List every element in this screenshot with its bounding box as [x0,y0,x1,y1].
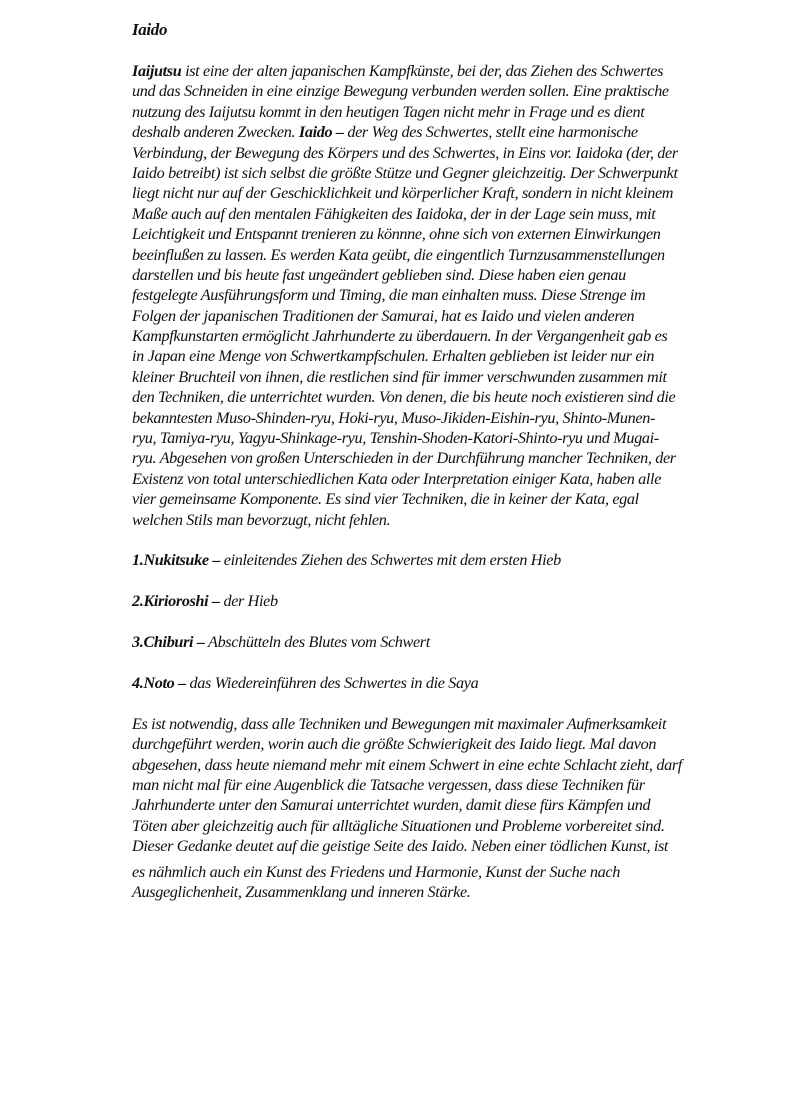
text-line: Ausgeglichenheit, Zusammenklang und inneren Stärke. [132,883,471,902]
technique-item [132,632,732,652]
text-line: Leichtigkeit und Entspannt trenieren zu könnne, ohne sich von externen Einwirkungen [132,225,661,244]
text-line: Folgen der japanischen Traditionen der Samurai, hat es Iaido und vielen anderen [132,306,635,325]
text-line: welchen Stils man bevorzugt, nicht fehlen. [132,510,391,529]
text-line: liegt nicht nur auf der Geschicklichkeit und körperlicher Kraft, sondern in nicht kleinem [132,184,674,203]
text-line: beeinflußen zu lassen. Es werden Kata geübt, die eingentlich Turnzusammenstellungen [132,245,665,264]
text-span: deshalb anderen Zwecken. [132,123,299,142]
text-line [132,61,732,81]
text-line: Verbindung, der Bewegung des Körpers und des Schwertes, in Eins vor. Iaidoka (der, der [132,143,678,162]
term-iaido: Iaido – [298,123,344,142]
text-line: in Japan eine Menge von Schwertkampfschulen. Erhalten geblieben ist leider nur ein [132,347,655,366]
text-line: festgelegte Ausführungsform und Timing, die man einhalten muss. Diese Strenge im [132,286,646,305]
text-line: Dieser Gedanke deutet auf die geistige Seite des Iaido. Neben einer tödlichen Kunst, ist [132,837,669,856]
text-line: man nicht mal für eine Augenblick die Tatsache vergessen, dass diese Techniken für [132,776,645,795]
term-iaijutsu: Iaijutsu [132,62,182,80]
paragraph-closing [132,862,732,903]
text-line: abgesehen, dass heute niemand mehr mit einem Schwert in eine echte Schlacht zieht, darf [132,755,682,774]
technique-item [132,550,732,570]
technique-term: 1.Nukitsuke – [132,550,221,569]
text-line: Jahrhunderte unter den Samurai unterrichtet wurden, damit diese fürs Kämpfen und [132,796,651,815]
text-span: der Weg des Schwertes, stellt eine harmonische [343,123,638,142]
technique-description: einleitendes Ziehen des Schwertes mit dem ersten Hieb [220,550,561,569]
document-body [132,19,732,902]
text-line: durchgeführt werden, worin auch die größte Schwierigkeit des Iaido liegt. Mal davon [132,735,657,754]
text-line: Maße auch auf den mentalen Fähigkeiten des Iaidoka, der in der Lage sein muss, mit [132,204,656,223]
text-line [132,122,732,142]
technique-description: Abschütteln des Blutes vom Schwert [204,632,430,651]
text-line: es nähmlich auch ein Kunst des Friedens und Harmonie, Kunst der Suche nach [132,862,620,881]
text-line: ryu. Abgesehen von großen Unterschieden in der Durchführung mancher Techniken, der [132,449,676,468]
technique-description: der Hieb [219,591,278,610]
paragraph-conclusion [132,714,732,857]
paragraph-intro [132,61,732,530]
text-line: Es ist notwendig, dass alle Techniken und Bewegungen mit maximaler Aufmerksamkeit [132,714,667,733]
technique-description: das Wiedereinführen des Schwertes in die Saya [185,673,479,692]
text-line: und das Schneiden in eine einzige Bewegung verbunden werden sollen. Eine praktische [132,82,669,101]
text-line: vier gemeinsame Komponente. Es sind vier Techniken, die in keiner der Kata, egal [132,490,639,509]
text-line: kleiner Bruchteil von ihnen, die restlichen sind für immer verschwunden zusammen mit [132,367,667,386]
text-line: Iaido betreibt) ist sich selbst die größte Stütze und Gegner gleichzeitig. Der Schwerpunkt [132,163,678,182]
text-line: Kampfkunstarten ermöglicht Jahrhunderte zu überdauern. In der Vergangenheit gab es [132,327,668,346]
text-line: Töten aber gleichzeitig auch für alltägliche Situationen und Probleme vorbereitet sind. [132,816,665,835]
document-title: Iaido [132,20,168,39]
technique-term: 3.Chiburi – [132,632,205,651]
technique-item [132,673,732,693]
technique-list [132,550,732,693]
text-span: ist eine der alten japanischen Kampfkünste, bei der, das Ziehen des Schwertes [181,62,664,80]
technique-term: 4.Noto – [132,673,186,692]
text-line: ryu, Tamiya-ryu, Yagyu-Shinkage-ryu, Tenshin-Shoden-Katori-Shinto-ryu und Mugai- [132,429,659,448]
text-line: darstellen und bis heute fast ungeändert geblieben sind. Diese haben eien genau [132,265,626,284]
text-line: bekanntesten Muso-Shinden-ryu, Hoki-ryu, Muso-Jikiden-Eishin-ryu, Shinto-Munen- [132,408,656,427]
technique-term: 2.Kirioroshi – [132,591,220,610]
text-line: den Techniken, die unterrichtet wurden. Von denen, die bis heute noch existieren sind die [132,388,676,407]
text-line: nutzung des Iaijutsu kommt in den heutigen Tagen nicht mehr in Frage und es dient [132,102,645,121]
technique-item [132,591,732,611]
text-line: Existenz von total unterschiedlichen Kata oder Interpretation einiger Kata, haben alle [132,469,662,488]
